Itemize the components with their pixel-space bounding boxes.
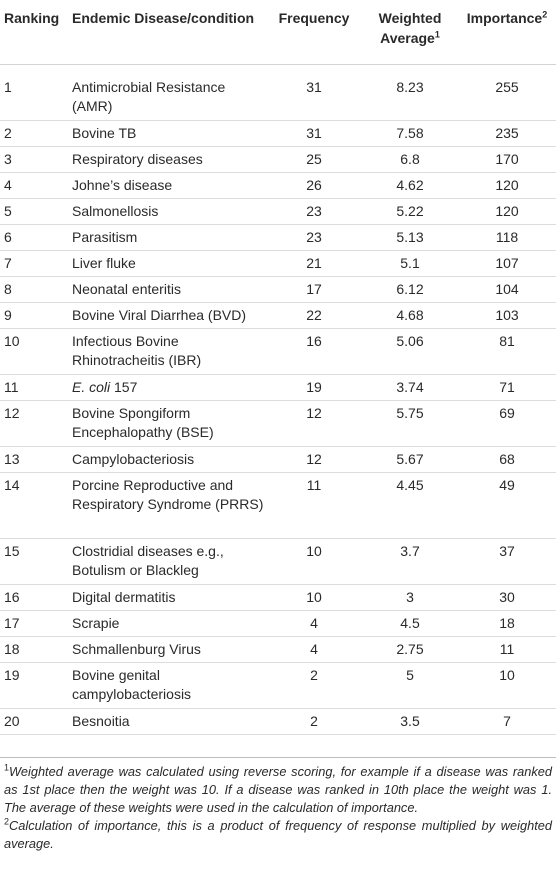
rank-cell: 17 bbox=[0, 610, 68, 636]
header-importance-label: Importance bbox=[466, 10, 543, 26]
rank-cell: 19 bbox=[0, 662, 68, 708]
weighted-cell: 3 bbox=[362, 584, 458, 610]
footnote-2-mark: 2 bbox=[4, 816, 10, 827]
rank-cell: 9 bbox=[0, 302, 68, 328]
footnote-1-mark: 1 bbox=[4, 762, 10, 773]
table-row bbox=[0, 584, 556, 610]
disease-cell: Parasitism bbox=[68, 224, 266, 250]
weighted-cell: 5 bbox=[362, 662, 458, 708]
table-row bbox=[0, 224, 556, 250]
header-ranking-label: Ranking bbox=[4, 10, 60, 26]
rank-cell: 10 bbox=[0, 328, 68, 374]
frequency-cell: 12 bbox=[266, 400, 362, 446]
table-row bbox=[0, 708, 556, 734]
table-row bbox=[0, 472, 556, 538]
importance-cell: 69 bbox=[458, 400, 556, 446]
rank-cell: 14 bbox=[0, 472, 68, 538]
footnote-ref-2: 2 bbox=[542, 9, 548, 20]
disease-cell: Scrapie bbox=[68, 610, 266, 636]
header-disease-label: Endemic Disease/condition bbox=[72, 10, 255, 26]
table-row bbox=[0, 446, 556, 472]
weighted-cell: 6.8 bbox=[362, 146, 458, 172]
importance-cell: 104 bbox=[458, 276, 556, 302]
table-row bbox=[0, 302, 556, 328]
header-row bbox=[0, 0, 556, 64]
disease-cell: Bovine Spongiform Encephalopathy (BSE) bbox=[68, 400, 266, 446]
importance-cell: 68 bbox=[458, 446, 556, 472]
importance-cell: 30 bbox=[458, 584, 556, 610]
header-frequency bbox=[266, 0, 362, 64]
table-row bbox=[0, 172, 556, 198]
disease-cell: Bovine genital campylobacteriosis bbox=[68, 662, 266, 708]
weighted-cell: 3.7 bbox=[362, 538, 458, 584]
weighted-cell: 5.75 bbox=[362, 400, 458, 446]
frequency-cell: 22 bbox=[266, 302, 362, 328]
importance-cell: 103 bbox=[458, 302, 556, 328]
frequency-cell: 10 bbox=[266, 538, 362, 584]
disease-cell: Digital dermatitis bbox=[68, 584, 266, 610]
weighted-cell: 6.12 bbox=[362, 276, 458, 302]
weighted-cell: 7.58 bbox=[362, 120, 458, 146]
frequency-cell: 17 bbox=[266, 276, 362, 302]
importance-cell: 71 bbox=[458, 374, 556, 400]
frequency-cell: 23 bbox=[266, 224, 362, 250]
footnote-1-text: Weighted average was calculated using reverse scoring, for example if a disease was ranked as 1st place then the weight was 10. If a disease was ranked in 10th place the weight was 1. The average of these weights were used in the calculation of importance. bbox=[4, 764, 552, 815]
rank-cell: 4 bbox=[0, 172, 68, 198]
frequency-cell: 25 bbox=[266, 146, 362, 172]
table-row bbox=[0, 198, 556, 224]
importance-cell: 11 bbox=[458, 636, 556, 662]
rank-cell: 11 bbox=[0, 374, 68, 400]
frequency-cell: 4 bbox=[266, 610, 362, 636]
footnote-ref-1: 1 bbox=[434, 29, 440, 40]
frequency-cell: 11 bbox=[266, 472, 362, 538]
importance-cell: 120 bbox=[458, 198, 556, 224]
weighted-cell: 3.74 bbox=[362, 374, 458, 400]
weighted-cell: 5.06 bbox=[362, 328, 458, 374]
disease-cell: Infectious Bovine Rhinotracheitis (IBR) bbox=[68, 328, 266, 374]
disease-rest-part: 157 bbox=[110, 378, 138, 395]
header-disease bbox=[68, 0, 266, 64]
disease-cell: Liver fluke bbox=[68, 250, 266, 276]
rank-cell: 18 bbox=[0, 636, 68, 662]
table-row bbox=[0, 328, 556, 374]
table-row bbox=[0, 400, 556, 446]
weighted-cell: 4.5 bbox=[362, 610, 458, 636]
importance-cell: 49 bbox=[458, 472, 556, 538]
footnote-divider bbox=[0, 757, 556, 758]
importance-cell: 10 bbox=[458, 662, 556, 708]
importance-cell: 107 bbox=[458, 250, 556, 276]
disease-cell: Campylobacteriosis bbox=[68, 446, 266, 472]
weighted-cell: 5.1 bbox=[362, 250, 458, 276]
rank-cell: 2 bbox=[0, 120, 68, 146]
table-row bbox=[0, 636, 556, 662]
frequency-cell: 31 bbox=[266, 120, 362, 146]
importance-cell: 255 bbox=[458, 64, 556, 120]
frequency-cell: 2 bbox=[266, 662, 362, 708]
disease-cell: Johne’s disease bbox=[68, 172, 266, 198]
frequency-cell: 21 bbox=[266, 250, 362, 276]
importance-cell: 37 bbox=[458, 538, 556, 584]
disease-cell: Clostridial diseases e.g., Botulism or Blackleg bbox=[68, 538, 266, 584]
rank-cell: 1 bbox=[0, 64, 68, 120]
table-body bbox=[0, 64, 556, 734]
rank-cell: 7 bbox=[0, 250, 68, 276]
footnote-2-text: Calculation of importance, this is a product of frequency of response multiplied by weighted average. bbox=[4, 818, 552, 851]
importance-cell: 7 bbox=[458, 708, 556, 734]
weighted-cell: 5.67 bbox=[362, 446, 458, 472]
frequency-cell: 10 bbox=[266, 584, 362, 610]
weighted-cell: 4.68 bbox=[362, 302, 458, 328]
disease-cell: Bovine Viral Diarrhea (BVD) bbox=[68, 302, 266, 328]
footnote-2 bbox=[4, 817, 552, 853]
weighted-cell: 2.75 bbox=[362, 636, 458, 662]
frequency-cell: 26 bbox=[266, 172, 362, 198]
table-header bbox=[0, 0, 556, 64]
rank-cell: 20 bbox=[0, 708, 68, 734]
weighted-cell: 5.22 bbox=[362, 198, 458, 224]
disease-cell: Neonatal enteritis bbox=[68, 276, 266, 302]
table-row bbox=[0, 662, 556, 708]
disease-cell: Respiratory diseases bbox=[68, 146, 266, 172]
disease-cell: Bovine TB bbox=[68, 120, 266, 146]
table-row bbox=[0, 538, 556, 584]
rank-cell: 16 bbox=[0, 584, 68, 610]
header-weighted-average bbox=[362, 0, 458, 64]
rank-cell: 6 bbox=[0, 224, 68, 250]
importance-cell: 120 bbox=[458, 172, 556, 198]
rank-cell: 5 bbox=[0, 198, 68, 224]
table-row bbox=[0, 146, 556, 172]
frequency-cell: 23 bbox=[266, 198, 362, 224]
disease-cell: Besnoitia bbox=[68, 708, 266, 734]
table-row bbox=[0, 610, 556, 636]
footnote-1 bbox=[4, 763, 552, 817]
table-row bbox=[0, 250, 556, 276]
header-ranking bbox=[0, 0, 68, 64]
disease-italic-part: E. coli bbox=[72, 378, 111, 395]
rank-cell: 13 bbox=[0, 446, 68, 472]
weighted-cell: 4.45 bbox=[362, 472, 458, 538]
rank-cell: 3 bbox=[0, 146, 68, 172]
table-row bbox=[0, 374, 556, 400]
frequency-cell: 2 bbox=[266, 708, 362, 734]
frequency-cell: 4 bbox=[266, 636, 362, 662]
table-row bbox=[0, 64, 556, 120]
header-importance bbox=[458, 0, 556, 64]
table-row bbox=[0, 276, 556, 302]
weighted-cell: 8.23 bbox=[362, 64, 458, 120]
importance-cell: 235 bbox=[458, 120, 556, 146]
header-weighted-average-label: Weighted Average bbox=[378, 10, 442, 46]
rank-cell: 8 bbox=[0, 276, 68, 302]
header-frequency-label: Frequency bbox=[278, 10, 350, 26]
frequency-cell: 16 bbox=[266, 328, 362, 374]
rank-cell: 15 bbox=[0, 538, 68, 584]
disease-cell bbox=[68, 374, 266, 400]
importance-cell: 81 bbox=[458, 328, 556, 374]
disease-cell: Schmallenburg Virus bbox=[68, 636, 266, 662]
disease-cell: Antimicrobial Resistance (AMR) bbox=[68, 64, 266, 120]
importance-cell: 170 bbox=[458, 146, 556, 172]
disease-cell: Salmonellosis bbox=[68, 198, 266, 224]
table-footnotes bbox=[4, 763, 552, 853]
weighted-cell: 5.13 bbox=[362, 224, 458, 250]
table-row bbox=[0, 120, 556, 146]
weighted-cell: 3.5 bbox=[362, 708, 458, 734]
importance-cell: 118 bbox=[458, 224, 556, 250]
frequency-cell: 19 bbox=[266, 374, 362, 400]
importance-cell: 18 bbox=[458, 610, 556, 636]
rank-cell: 12 bbox=[0, 400, 68, 446]
frequency-cell: 31 bbox=[266, 64, 362, 120]
disease-cell: Porcine Reproductive and Respiratory Syndrome (PRRS) bbox=[68, 472, 266, 538]
frequency-cell: 12 bbox=[266, 446, 362, 472]
weighted-cell: 4.62 bbox=[362, 172, 458, 198]
